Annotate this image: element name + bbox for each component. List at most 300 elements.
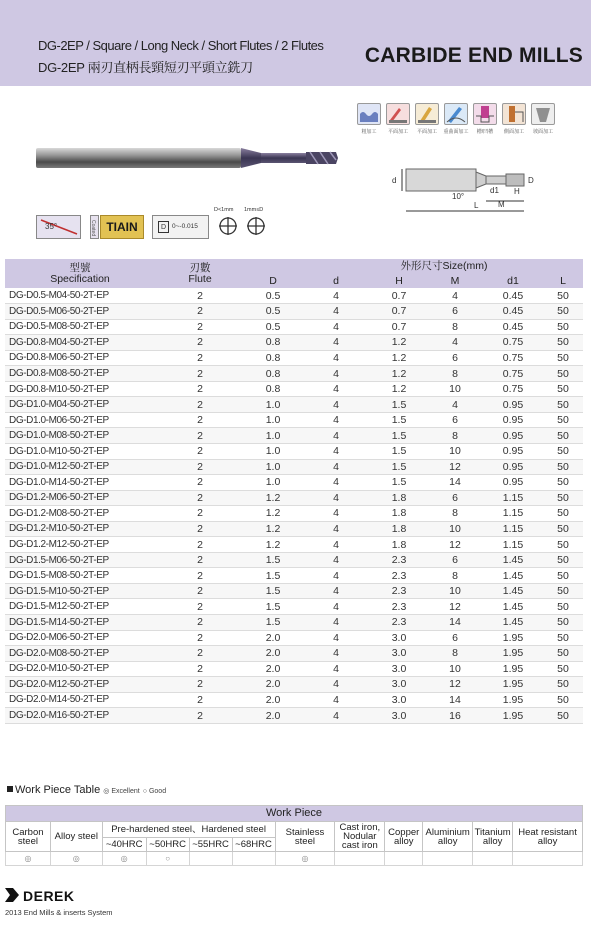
col-cast-iron: Cast iron, Nodular cast iron — [335, 822, 385, 852]
legend-good: ○ Good — [142, 788, 167, 795]
cell-flute: 2 — [155, 568, 245, 584]
work-piece-table — [5, 805, 583, 866]
cell-L: 50 — [543, 428, 583, 444]
header-d: d — [301, 274, 371, 288]
table-row — [5, 412, 583, 428]
header-M: M — [427, 274, 483, 288]
cell-flute: 2 — [155, 677, 245, 693]
table-row — [5, 366, 583, 382]
cell-H: 1.5 — [371, 428, 427, 444]
cell-d: 4 — [301, 366, 371, 382]
cell-specification: DG-D1.2-M12-50-2T-EP — [5, 537, 155, 553]
cell-M: 12 — [427, 537, 483, 553]
col-68hrc: ~68HRC — [232, 838, 275, 852]
cell-specification: DG-D2.0-M14-50-2T-EP — [5, 692, 155, 708]
cell-d: 4 — [301, 583, 371, 599]
work-piece-title: Work Piece Table ◎ Excellent ○ Good — [7, 784, 166, 796]
cell-L: 50 — [543, 568, 583, 584]
cell-d: 4 — [301, 599, 371, 615]
cell-flute: 2 — [155, 521, 245, 537]
cell-D: 0.5 — [245, 288, 301, 304]
cell-H: 0.7 — [371, 304, 427, 320]
cell-L: 50 — [543, 319, 583, 335]
cell-d: 4 — [301, 521, 371, 537]
cell-D: 0.5 — [245, 319, 301, 335]
cell-L: 50 — [543, 475, 583, 491]
cell-d1: 0.75 — [483, 381, 543, 397]
cell-L: 50 — [543, 350, 583, 366]
mark-carbon-steel: ◎ — [6, 852, 51, 866]
mark-aluminium — [423, 852, 473, 866]
table-row — [5, 350, 583, 366]
cell-d: 4 — [301, 552, 371, 568]
cell-d: 4 — [301, 661, 371, 677]
cell-D: 1.5 — [245, 614, 301, 630]
table-row — [5, 443, 583, 459]
cell-specification: DG-D2.0-M08-50-2T-EP — [5, 646, 155, 662]
cell-D: 1.2 — [245, 537, 301, 553]
runout-icon-large — [246, 216, 266, 236]
helix-angle-value: 35° — [45, 222, 58, 231]
cell-d1: 1.95 — [483, 692, 543, 708]
cell-H: 2.3 — [371, 599, 427, 615]
cell-flute: 2 — [155, 506, 245, 522]
cell-D: 0.8 — [245, 381, 301, 397]
diameter-symbol: D — [158, 221, 169, 233]
cell-D: 0.8 — [245, 350, 301, 366]
cell-L: 50 — [543, 552, 583, 568]
cell-flute: 2 — [155, 708, 245, 724]
work-piece-header: Work Piece — [6, 806, 583, 822]
cell-flute: 2 — [155, 443, 245, 459]
cell-H: 2.3 — [371, 552, 427, 568]
table-row — [5, 381, 583, 397]
cell-H: 1.2 — [371, 366, 427, 382]
pocket-icon — [473, 103, 497, 125]
cell-M: 6 — [427, 630, 483, 646]
cell-specification: DG-D0.8-M06-50-2T-EP — [5, 350, 155, 366]
application-icons — [355, 103, 559, 135]
table-row — [5, 319, 583, 335]
cell-flute: 2 — [155, 583, 245, 599]
cell-flute: 2 — [155, 475, 245, 491]
cell-H: 1.8 — [371, 537, 427, 553]
table-row — [5, 537, 583, 553]
cell-d1: 0.45 — [483, 319, 543, 335]
icon-caption: 粗加工 — [361, 129, 377, 135]
cell-d: 4 — [301, 397, 371, 413]
cell-d1: 1.15 — [483, 506, 543, 522]
cell-H: 1.5 — [371, 475, 427, 491]
mark-68hrc — [232, 852, 275, 866]
cell-d: 4 — [301, 412, 371, 428]
cell-H: 3.0 — [371, 692, 427, 708]
cell-H: 1.5 — [371, 412, 427, 428]
cell-D: 2.0 — [245, 708, 301, 724]
cell-d1: 0.45 — [483, 288, 543, 304]
cell-M: 4 — [427, 288, 483, 304]
cell-d: 4 — [301, 459, 371, 475]
cell-L: 50 — [543, 630, 583, 646]
cell-flute: 2 — [155, 288, 245, 304]
cell-M: 10 — [427, 381, 483, 397]
cell-specification: DG-D0.5-M06-50-2T-EP — [5, 304, 155, 320]
cell-M: 8 — [427, 568, 483, 584]
col-titanium: Titanium alloy — [473, 822, 513, 852]
dimension-diagram — [386, 163, 536, 215]
cell-M: 14 — [427, 475, 483, 491]
cell-M: 14 — [427, 614, 483, 630]
cell-D: 1.5 — [245, 583, 301, 599]
cell-M: 10 — [427, 521, 483, 537]
cell-d1: 1.45 — [483, 583, 543, 599]
helix-angle-badge — [36, 215, 81, 239]
header-flute: 刃數 Flute — [155, 259, 245, 288]
cell-H: 0.7 — [371, 288, 427, 304]
table-row — [5, 459, 583, 475]
mark-heat-resistant — [513, 852, 583, 866]
cell-d: 4 — [301, 677, 371, 693]
table-row — [5, 661, 583, 677]
cell-d1: 0.95 — [483, 428, 543, 444]
cell-d1: 0.95 — [483, 397, 543, 413]
tolerance-badge — [152, 215, 209, 239]
table-row — [5, 677, 583, 693]
cell-d1: 0.95 — [483, 443, 543, 459]
cell-L: 50 — [543, 646, 583, 662]
cell-D: 1.0 — [245, 459, 301, 475]
cell-specification: DG-D0.5-M08-50-2T-EP — [5, 319, 155, 335]
shoulder-icon — [502, 103, 526, 125]
mark-50hrc: ○ — [146, 852, 189, 866]
condition-large: 1mm≤D — [244, 207, 264, 213]
cell-d1: 0.75 — [483, 366, 543, 382]
col-carbon-steel: Carbon steel — [6, 822, 51, 852]
angle-label: 10° — [452, 192, 465, 201]
cell-H: 0.7 — [371, 319, 427, 335]
d1-label: d1 — [490, 186, 499, 195]
derek-logo-mark — [5, 888, 19, 902]
cell-flute: 2 — [155, 350, 245, 366]
cell-H: 1.5 — [371, 459, 427, 475]
table-row — [5, 475, 583, 491]
cell-specification: DG-D1.0-M06-50-2T-EP — [5, 412, 155, 428]
cell-d: 4 — [301, 350, 371, 366]
cell-L: 50 — [543, 692, 583, 708]
cell-D: 2.0 — [245, 692, 301, 708]
cell-D: 2.0 — [245, 646, 301, 662]
icon-caption: 重曲面加工 — [443, 129, 469, 135]
cell-d: 4 — [301, 288, 371, 304]
cell-H: 1.8 — [371, 506, 427, 522]
cell-flute: 2 — [155, 319, 245, 335]
col-stainless: Stainless steel — [275, 822, 335, 852]
table-row — [5, 428, 583, 444]
catalog-title: CARBIDE END MILLS — [364, 44, 583, 67]
cell-D: 0.5 — [245, 304, 301, 320]
cell-D: 1.0 — [245, 428, 301, 444]
icon-caption: 坡面加工 — [532, 129, 553, 135]
mark-40hrc: ◎ — [102, 852, 146, 866]
M-label: M — [498, 200, 505, 209]
table-row — [5, 288, 583, 304]
face-milling-icon — [386, 103, 410, 125]
L-label: L — [474, 201, 479, 210]
cell-d1: 1.15 — [483, 537, 543, 553]
header-size: 外形尺寸Size(mm) — [245, 259, 583, 274]
table-row — [5, 614, 583, 630]
header-D: D — [245, 274, 301, 288]
slot-icon — [531, 103, 555, 125]
cell-M: 16 — [427, 708, 483, 724]
mark-alloy-steel: ◎ — [50, 852, 102, 866]
cell-D: 0.8 — [245, 366, 301, 382]
cell-specification: DG-D1.2-M06-50-2T-EP — [5, 490, 155, 506]
table-row — [5, 335, 583, 351]
cell-L: 50 — [543, 583, 583, 599]
cell-specification: DG-D1.2-M08-50-2T-EP — [5, 506, 155, 522]
roughing-icon — [357, 103, 381, 125]
cell-H: 1.5 — [371, 397, 427, 413]
cell-specification: DG-D1.0-M10-50-2T-EP — [5, 443, 155, 459]
cell-H: 3.0 — [371, 708, 427, 724]
cell-specification: DG-D1.2-M10-50-2T-EP — [5, 521, 155, 537]
cell-flute: 2 — [155, 599, 245, 615]
cell-D: 1.5 — [245, 599, 301, 615]
col-40hrc: ~40HRC — [102, 838, 146, 852]
mark-titanium — [473, 852, 513, 866]
cell-H: 3.0 — [371, 630, 427, 646]
cell-H: 1.2 — [371, 335, 427, 351]
cell-d1: 0.75 — [483, 350, 543, 366]
col-copper: Copper alloy — [385, 822, 423, 852]
cell-flute: 2 — [155, 397, 245, 413]
cell-L: 50 — [543, 304, 583, 320]
header-H: H — [371, 274, 427, 288]
mark-55hrc — [189, 852, 232, 866]
cell-H: 3.0 — [371, 646, 427, 662]
cell-d1: 1.45 — [483, 599, 543, 615]
cell-specification: DG-D0.5-M04-50-2T-EP — [5, 288, 155, 304]
cell-flute: 2 — [155, 412, 245, 428]
cell-specification: DG-D0.8-M04-50-2T-EP — [5, 335, 155, 351]
cell-flute: 2 — [155, 490, 245, 506]
cell-M: 10 — [427, 583, 483, 599]
table-row — [5, 583, 583, 599]
cell-L: 50 — [543, 335, 583, 351]
side-milling-icon — [415, 103, 439, 125]
cell-M: 14 — [427, 692, 483, 708]
cell-specification: DG-D1.0-M14-50-2T-EP — [5, 475, 155, 491]
cell-flute: 2 — [155, 459, 245, 475]
cell-L: 50 — [543, 381, 583, 397]
cell-flute: 2 — [155, 661, 245, 677]
col-55hrc: ~55HRC — [189, 838, 232, 852]
mark-cast-iron — [335, 852, 385, 866]
cell-flute: 2 — [155, 614, 245, 630]
table-row — [5, 506, 583, 522]
cell-D: 1.0 — [245, 475, 301, 491]
condition-small: D<1mm — [214, 207, 234, 213]
cell-M: 10 — [427, 443, 483, 459]
cell-H: 2.3 — [371, 614, 427, 630]
cell-d: 4 — [301, 568, 371, 584]
cell-D: 1.2 — [245, 506, 301, 522]
cell-flute: 2 — [155, 646, 245, 662]
cell-d: 4 — [301, 708, 371, 724]
cell-D: 1.2 — [245, 490, 301, 506]
cell-d: 4 — [301, 692, 371, 708]
cell-D: 1.5 — [245, 552, 301, 568]
cell-D: 2.0 — [245, 630, 301, 646]
table-row — [5, 630, 583, 646]
cell-M: 6 — [427, 350, 483, 366]
cell-d1: 0.95 — [483, 412, 543, 428]
mark-stainless: ◎ — [275, 852, 335, 866]
cell-L: 50 — [543, 537, 583, 553]
table-row — [5, 599, 583, 615]
cell-L: 50 — [543, 506, 583, 522]
D-label: D — [528, 176, 534, 185]
cell-d: 4 — [301, 646, 371, 662]
cell-H: 1.8 — [371, 521, 427, 537]
cell-specification: DG-D1.0-M12-50-2T-EP — [5, 459, 155, 475]
table-row — [5, 304, 583, 320]
cell-d: 4 — [301, 614, 371, 630]
cell-d1: 1.95 — [483, 708, 543, 724]
cell-M: 12 — [427, 677, 483, 693]
col-prehardened: Pre-hardened steel、Hardened steel — [102, 822, 275, 838]
cell-d: 4 — [301, 428, 371, 444]
cell-L: 50 — [543, 412, 583, 428]
runout-icon — [218, 216, 238, 236]
cell-M: 4 — [427, 397, 483, 413]
cell-L: 50 — [543, 599, 583, 615]
series-title-chinese: DG-2EP 兩刃直柄長頸短刃平頭立銑刀 — [38, 60, 253, 75]
table-row — [5, 708, 583, 724]
cell-d1: 1.95 — [483, 661, 543, 677]
cell-flute: 2 — [155, 692, 245, 708]
cell-L: 50 — [543, 288, 583, 304]
header-banner — [0, 0, 591, 86]
coating-badge: TIAIN — [100, 215, 144, 239]
table-row — [5, 521, 583, 537]
cell-specification: DG-D1.5-M08-50-2T-EP — [5, 568, 155, 584]
cell-M: 8 — [427, 319, 483, 335]
derek-logo — [5, 888, 95, 904]
cell-M: 6 — [427, 412, 483, 428]
col-heat-resistant: Heat resistant alloy — [513, 822, 583, 852]
cell-specification: DG-D1.0-M08-50-2T-EP — [5, 428, 155, 444]
cell-d: 4 — [301, 443, 371, 459]
cell-flute: 2 — [155, 304, 245, 320]
table-row — [5, 568, 583, 584]
cell-L: 50 — [543, 490, 583, 506]
cell-D: 2.0 — [245, 677, 301, 693]
cell-M: 4 — [427, 335, 483, 351]
cell-D: 0.8 — [245, 335, 301, 351]
legend-excellent: ◎ Excellent — [103, 788, 140, 795]
cell-d1: 1.15 — [483, 490, 543, 506]
cell-specification: DG-D1.5-M10-50-2T-EP — [5, 583, 155, 599]
bullet-square — [7, 786, 13, 792]
table-row — [5, 646, 583, 662]
cell-D: 2.0 — [245, 661, 301, 677]
cell-H: 1.2 — [371, 381, 427, 397]
cell-H: 3.0 — [371, 677, 427, 693]
brand-name: DEREK — [23, 888, 75, 904]
table-row — [5, 397, 583, 413]
cell-d: 4 — [301, 537, 371, 553]
cell-M: 8 — [427, 428, 483, 444]
cell-L: 50 — [543, 459, 583, 475]
cell-flute: 2 — [155, 630, 245, 646]
cell-M: 12 — [427, 599, 483, 615]
cell-specification: DG-D2.0-M12-50-2T-EP — [5, 677, 155, 693]
icon-caption: 槽/凹槽 — [476, 129, 494, 135]
series-title: DG-2EP / Square / Long Neck / Short Flutes / 2 Flutes — [38, 38, 324, 53]
cell-specification: DG-D0.8-M10-50-2T-EP — [5, 381, 155, 397]
cell-M: 12 — [427, 459, 483, 475]
cell-M: 10 — [427, 661, 483, 677]
cell-flute: 2 — [155, 552, 245, 568]
cell-M: 6 — [427, 304, 483, 320]
cell-flute: 2 — [155, 366, 245, 382]
cell-D: 1.0 — [245, 412, 301, 428]
cell-D: 1.0 — [245, 443, 301, 459]
cell-flute: 2 — [155, 537, 245, 553]
header-L: L — [543, 274, 583, 288]
cell-specification: DG-D1.5-M14-50-2T-EP — [5, 614, 155, 630]
contour-icon — [444, 103, 468, 125]
cell-M: 8 — [427, 366, 483, 382]
cell-d1: 1.45 — [483, 614, 543, 630]
cell-flute: 2 — [155, 428, 245, 444]
d-label: d — [392, 176, 397, 185]
cell-specification: DG-D0.8-M08-50-2T-EP — [5, 366, 155, 382]
cell-D: 1.2 — [245, 521, 301, 537]
cell-d1: 0.95 — [483, 459, 543, 475]
cell-d1: 1.45 — [483, 552, 543, 568]
cell-d: 4 — [301, 304, 371, 320]
icon-caption: 平面加工 — [416, 129, 437, 135]
tolerance-value: 0~-0.015 — [172, 223, 198, 230]
cell-H: 2.3 — [371, 583, 427, 599]
table-row — [5, 490, 583, 506]
cell-D: 1.0 — [245, 397, 301, 413]
cell-M: 6 — [427, 490, 483, 506]
icon-caption: 平面加工 — [387, 129, 408, 135]
cell-specification: DG-D2.0-M16-50-2T-EP — [5, 708, 155, 724]
end-mill-photo — [36, 148, 341, 170]
cell-d: 4 — [301, 381, 371, 397]
cell-H: 2.3 — [371, 568, 427, 584]
cell-H: 1.5 — [371, 443, 427, 459]
header-d1: d1 — [483, 274, 543, 288]
cell-specification: DG-D1.5-M06-50-2T-EP — [5, 552, 155, 568]
cell-d: 4 — [301, 335, 371, 351]
mark-copper — [385, 852, 423, 866]
cell-d: 4 — [301, 490, 371, 506]
cell-L: 50 — [543, 366, 583, 382]
cell-d1: 1.95 — [483, 630, 543, 646]
cell-d: 4 — [301, 475, 371, 491]
cell-L: 50 — [543, 661, 583, 677]
cell-d1: 0.75 — [483, 335, 543, 351]
cell-L: 50 — [543, 521, 583, 537]
cell-flute: 2 — [155, 335, 245, 351]
cell-L: 50 — [543, 397, 583, 413]
